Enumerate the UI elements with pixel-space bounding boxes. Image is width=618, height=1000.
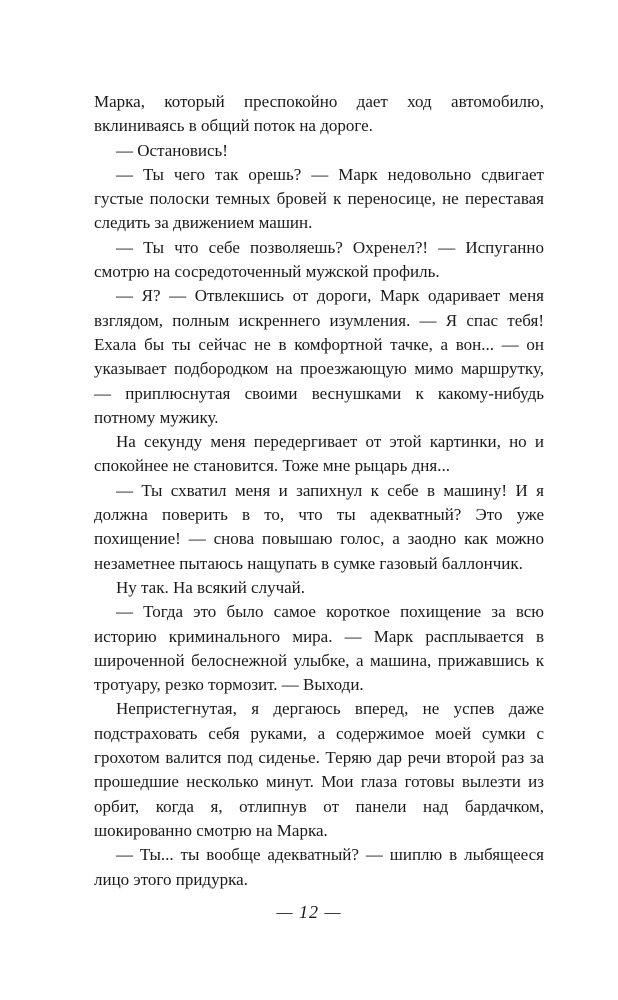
page-body-text: [94, 90, 544, 892]
paragraph-7: — Ты схватил меня и запихнул к себе в машину! И я должна поверить в то, что ты адекватный? Это уже похищение! — снова повышаю голос, а заодно как можно незаметнее пытаюсь нащупать в сумке газовый баллончик.: [94, 480, 544, 573]
paragraph-2: — Остановись!: [116, 140, 228, 160]
paragraph-8: Ну так. На всякий случай.: [116, 577, 306, 597]
paragraph-10: Непристегнутая, я дергаюсь вперед, не успев даже подстраховать себя руками, а содержимое моей сумки с грохотом валится под сиденье. Теряю дар речи второй раз за прошедшие несколько минут. Мои глаза готовы вылезти из орбит, когда я, отлипнув от панели над бардачком, шокированно смотрю на Марка.: [94, 699, 544, 840]
page-number: — 12 —: [276, 902, 342, 922]
paragraph-9: — Тогда это было самое короткое похищение за всю историю криминального мира. — Марк расплывается в широченной белоснежной улыбке, а машина, прижавшись к тротуару, резко тормозит. — Выходи.: [94, 602, 544, 695]
paragraph-5: — Я? — Отвлекшись от дороги, Марк одаривает меня взглядом, полным искреннего изумления. — Я спас тебя! Ехала бы ты сейчас не в комфортной тачке, а вон... — он указывает подбородком на проезжающую мимо маршрутку, — приплюснутая своими веснушками к какому-нибудь потному мужику.: [94, 286, 544, 427]
paragraph-1: Марка, который преспокойно дает ход автомобилю, вклиниваясь в общий поток на дороге.: [94, 92, 544, 136]
paragraph-11: — Ты... ты вообще адекватный? — шиплю в лыбящееся лицо этого придурка.: [94, 845, 544, 889]
paragraph-3: — Ты чего так орешь? — Марк недовольно сдвигает густые полоски темных бровей к переносице, не переставая следить за движением машин.: [94, 164, 544, 233]
paragraph-6: На секунду меня передергивает от этой картинки, но и спокойнее не становится. Тоже мне рыцарь дня...: [94, 432, 544, 476]
paragraph-4: — Ты что себе позволяешь? Охренел?! — Испуганно смотрю на сосредоточенный мужской профиль.: [94, 237, 544, 282]
